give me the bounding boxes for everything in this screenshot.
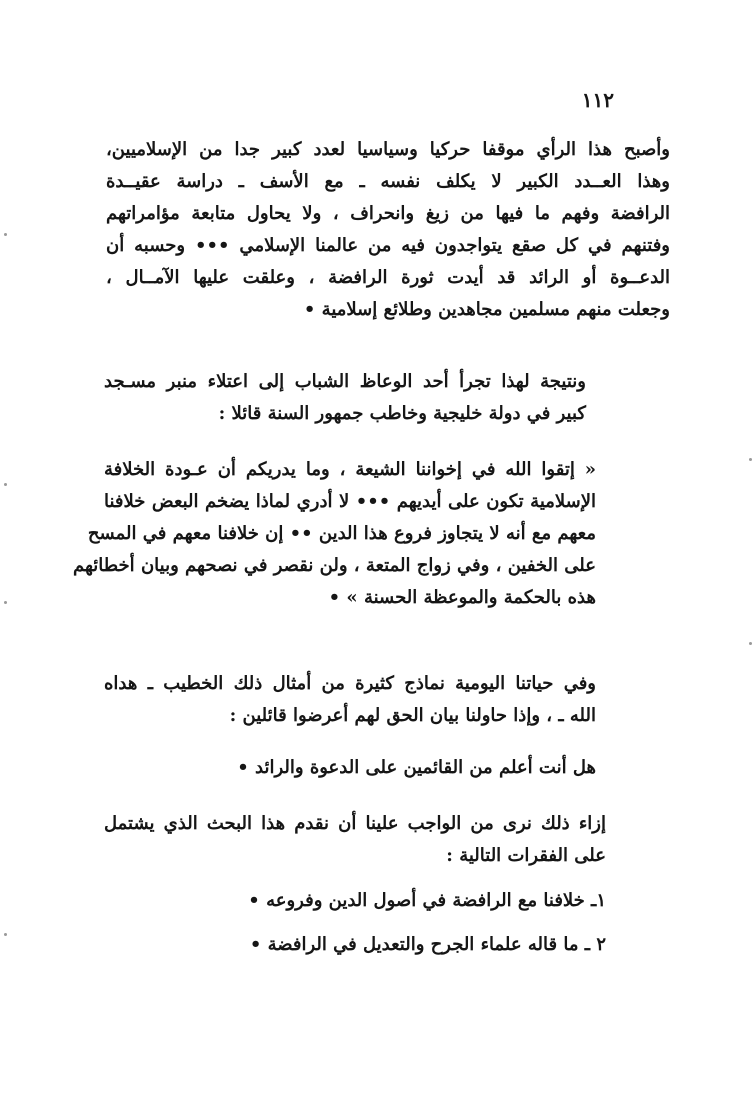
text-line: وفتنهم في كل صقع يتواجدون فيه من عالمنا الإسلامي ••• وحسبه أن — [106, 235, 670, 256]
text-line: وجعلت منهم مسلمين مجاهدين وطلائع إسلامية • — [303, 299, 670, 320]
paragraph-6 — [104, 808, 606, 872]
text-line: الرافضة وفهم ما فيها من زيغ وانحراف ، ولا يحاول متابعة مؤامراتهم — [106, 203, 670, 224]
scan-speck — [749, 642, 752, 645]
scan-speck — [4, 233, 7, 236]
text-line: إزاء ذلك نرى من الواجب علينا أن نقدم هذا البحث الذي يشتمل — [104, 813, 606, 834]
scan-speck — [4, 483, 7, 486]
text-line: معهم مع أنه لا يتجاوز فروع هذا الدين •• إن خلافنا معهم في المسح — [87, 523, 596, 544]
text-line: وفي حياتنا اليومية نماذج كثيرة من أمثال ذلك الخطيب ـ هداه — [104, 673, 596, 694]
paragraph-1 — [106, 134, 670, 326]
text-line: الإسلامية تكون على أيديهم ••• لا أدري لماذا يضخم البعض خلافنا — [104, 491, 596, 512]
text-line: الدعــوة أو الرائد قد أيدت ثورة الرافضة ، وعلقت عليها الآمــال ، — [106, 267, 670, 288]
page-number: ١١٢ — [581, 88, 614, 112]
text-line: على الفقرات التالية : — [446, 845, 606, 866]
quote-paragraph — [73, 454, 596, 614]
scan-speck — [4, 933, 7, 936]
paragraph-5 — [100, 752, 596, 784]
scan-speck — [4, 601, 7, 604]
text-line: على الخفين ، وفي زواج المتعة ، ولن نقصر في نصحهم وبيان أخطائهم — [73, 555, 596, 576]
text-line: هل أنت أعلم من القائمين على الدعوة والرائد • — [237, 757, 596, 778]
paragraph-2 — [104, 366, 586, 430]
text-line: كبير في دولة خليجية وخاطب جمهور السنة قائلا : — [218, 403, 586, 424]
text-line: وهذا العــدد الكبير لا يكلف نفسه ـ مع الأسف ـ دراسة عقيــدة — [106, 171, 670, 192]
paragraph-4 — [104, 668, 596, 732]
text-line: هذه بالحكمة والموعظة الحسنة » • — [328, 587, 596, 608]
text-line: الله ـ ، وإذا حاولنا بيان الحق لهم أعرضوا قائلين : — [229, 705, 596, 726]
text-line: ونتيجة لهذا تجرأ أحد الوعاظ الشباب إلى اعتلاء منبر مسـجد — [104, 371, 586, 392]
text-line: « إتقوا الله في إخواننا الشيعة ، وما يدريكم أن عـودة الخلافة — [104, 459, 596, 480]
list-item: ٢ ـ ما قاله علماء الجرح والتعديل في الرافضة • — [249, 934, 606, 955]
scan-speck — [749, 458, 752, 461]
list-item: ١ـ خلافنا مع الرافضة في أصول الدين وفروعه • — [248, 890, 606, 911]
text-line: وأصبح هذا الرأي موقفا حركيا وسياسيا لعدد كبير جدا من الإسلاميين، — [106, 139, 671, 160]
